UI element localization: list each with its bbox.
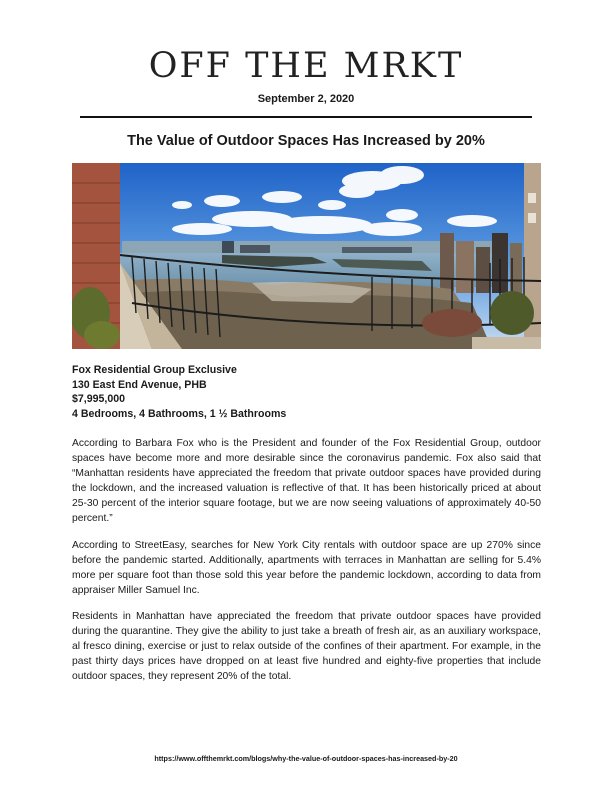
- listing-price: $7,995,000: [72, 393, 126, 405]
- body-paragraph: Residents in Manhattan have appreciated the freedom that private outdoor spaces have provided during the quarantine. They give the ability to just take a breath of fresh air, as an auxiliary workspace, al fresco dining, exercise or just to relax outside of the confines of their apartment. For example, in the past thirty days prices have dropped on at least five hundred and eighty-five properties that include outdoor spaces, they represent 20% of the total.: [72, 611, 541, 683]
- masthead-title: OFF THE MRKT: [148, 46, 464, 86]
- body-paragraph: According to Barbara Fox who is the President and founder of the Fox Residential Group, outdoor spaces have become more and more desirable since the coronavirus pandemic. Fox also said that “Manhattan residents have appreciated the freedom that private outdoor spaces have provided during the lockdown, and the increased valuation is reflective of that. It has been historically priced at about 25-30 percent of the interior square footage, but we are now seeing valuations of approximately 40-50 percent.”: [72, 438, 541, 525]
- header-divider: [80, 116, 532, 118]
- listing-rooms: 4 Bedrooms, 4 Bathrooms, 1 ½ Bathrooms: [72, 407, 287, 420]
- publication-date: September 2, 2020: [257, 93, 355, 105]
- body-paragraph: According to StreetEasy, searches for New York City rentals with outdoor space are up 270% since before the pandemic started. Additionally, apartments with terraces in Manhattan are selling for 5.4% more per square foot than those sold this year before the pandemic lockdown, according to data from appraiser Miller Samuel Inc.: [72, 540, 541, 597]
- listing-broker: Fox Residential Group Exclusive: [72, 364, 237, 376]
- article-headline: The Value of Outdoor Spaces Has Increased by 20%: [127, 133, 485, 149]
- listing-details: [72, 363, 542, 421]
- listing-address: 130 East End Avenue, PHB: [72, 378, 207, 391]
- source-url-link[interactable]: https://www.offthemrkt.com/blogs/why-the-value-of-outdoor-spaces-has-increased-by-20: [154, 754, 458, 763]
- terrace-panorama-photo: [72, 163, 541, 349]
